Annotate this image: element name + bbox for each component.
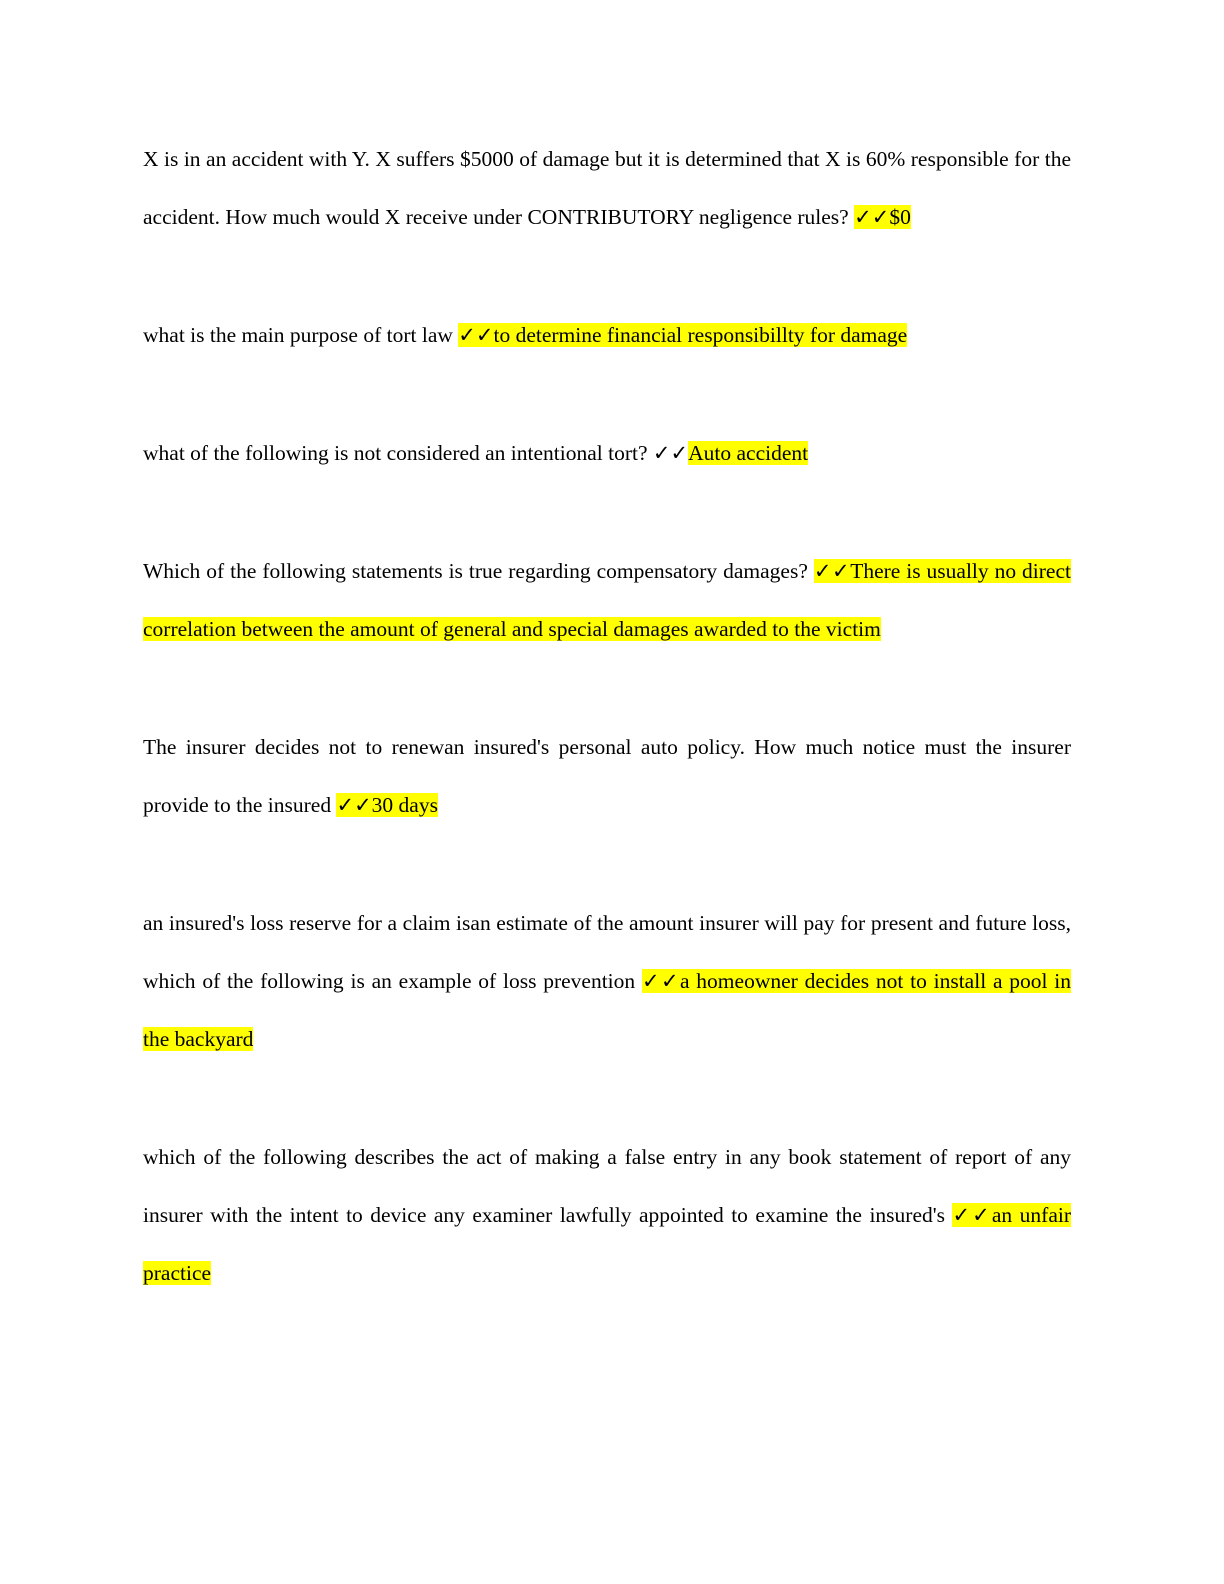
double-check-icon: ✓✓	[854, 205, 890, 229]
answer-text: There is usually no direct correlation between the amount of general and special damages awarded to the victim	[143, 559, 1071, 641]
answer-text: an unfair practice	[143, 1203, 1071, 1285]
question-text: which of the following describes the act of making a false entry in any book statement of report of any insurer with the intent to device any examiner lawfully appointed to examine the insured's	[143, 1145, 1071, 1227]
double-check-icon: ✓✓	[652, 441, 689, 465]
double-check-icon: ✓✓	[641, 969, 680, 993]
qa-item-6	[143, 894, 1071, 1068]
question-text: The insurer decides not to renewan insured's personal auto policy. How much notice must the insurer provide to the insured	[143, 735, 1071, 817]
question-text: an insured's loss reserve for a claim isan estimate of the amount insurer will pay for present and future loss, which of the following is an example of loss prevention	[143, 911, 1071, 993]
answer-text: 30 days	[371, 793, 438, 817]
question-text: X is in an accident with Y. X suffers $5000 of damage but it is determined that X is 60% responsible for the accident. How much would X receive under CONTRIBUTORY negligence rules?	[143, 147, 1071, 229]
qa-item-5	[143, 718, 1071, 834]
qa-item-3	[143, 424, 1071, 482]
answer-highlight	[854, 205, 911, 229]
qa-item-7	[143, 1128, 1071, 1302]
answer-highlight	[688, 441, 808, 465]
qa-item-4	[143, 542, 1071, 658]
answer-text: Auto accident	[688, 441, 809, 465]
question-text: what of the following is not considered an intentional tort?	[143, 441, 648, 465]
answer-text: a homeowner decides not to install a pool in the backyard	[143, 969, 1072, 1051]
qa-item-1	[143, 130, 1071, 246]
qa-item-2	[143, 306, 1071, 364]
double-check-icon: ✓✓	[813, 559, 851, 583]
answer-highlight	[336, 793, 438, 817]
question-text: Which of the following statements is true regarding compensatory damages?	[143, 559, 808, 583]
double-check-icon: ✓✓	[952, 1203, 992, 1227]
double-check-icon: ✓✓	[458, 323, 494, 347]
document-page	[143, 130, 1071, 1302]
answer-highlight	[458, 323, 907, 347]
answer-text: to determine financial responsibillty for damage	[493, 323, 908, 347]
question-text: what is the main purpose of tort law	[143, 323, 453, 347]
double-check-icon: ✓✓	[336, 793, 372, 817]
answer-text: $0	[889, 205, 911, 229]
